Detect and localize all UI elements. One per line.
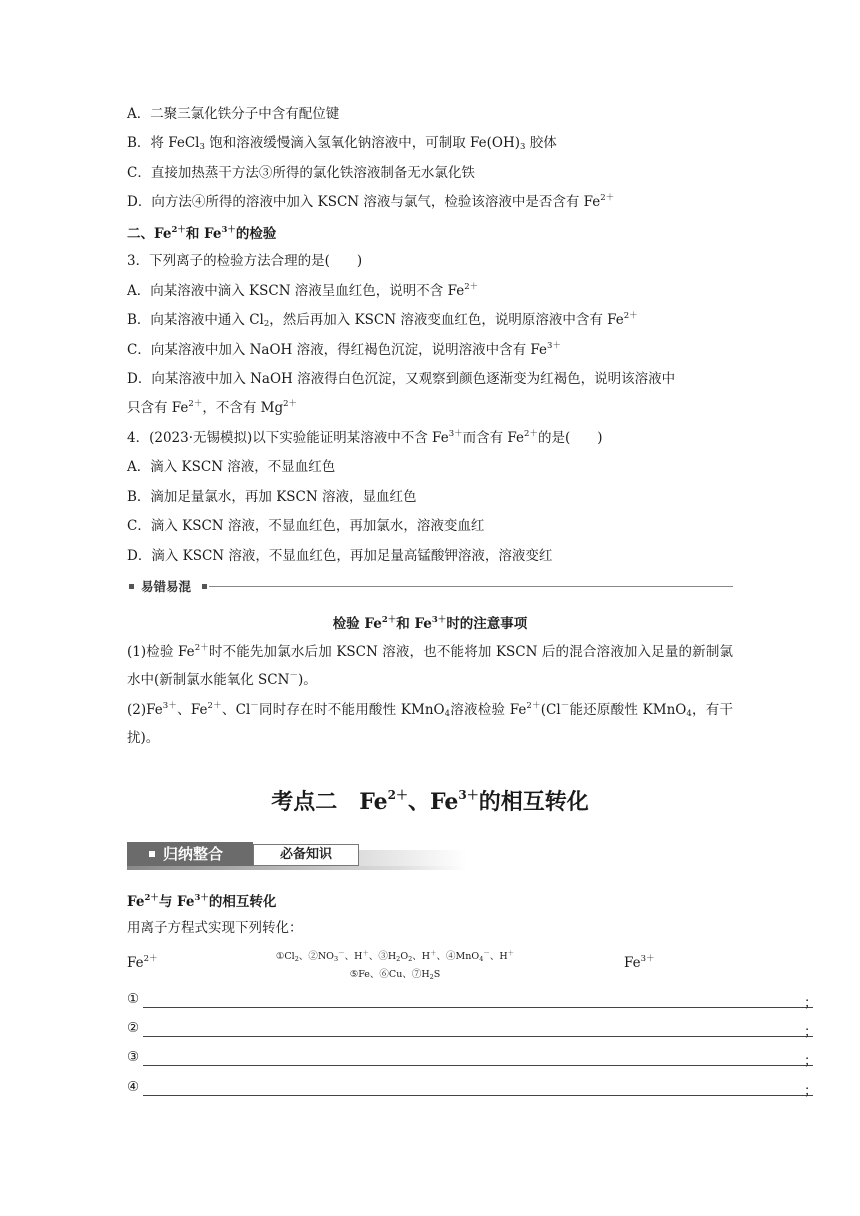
question-4-stem: 4．(2023·无锡模拟)以下实验能证明某溶液中不含 $Fe^{3+}$而含有 $Fe^{2+}$的是( ) bbox=[127, 429, 603, 446]
answer-blank-3[interactable] bbox=[127, 1049, 818, 1069]
banner-decoration bbox=[359, 850, 467, 866]
note-2: $(2)Fe^{3+}$、$Fe^{2+}$、Cl－同时存在时不能用酸性 KMnO$_4$溶液检验 $Fe^{2+}(Cl^-$能还原酸性 KMnO$_4$，有干扰)。 bbox=[127, 701, 733, 746]
notes-title: 检验 $Fe^{2+}$和 $Fe^{3+}$时的注意事项 bbox=[332, 615, 528, 632]
divider bbox=[209, 586, 733, 587]
blank-number: ③ bbox=[127, 1049, 140, 1065]
blank-end: ； bbox=[804, 1024, 818, 1040]
option-a: A．二聚三氯化铁分子中含有配位键 bbox=[127, 106, 340, 122]
answer-blank-2[interactable] bbox=[127, 1020, 818, 1040]
error-prone-label: 易错易混 bbox=[141, 579, 192, 594]
option-c: C．直接加热蒸干方法③所得的氯化铁溶液制备无水氯化铁 bbox=[127, 165, 475, 181]
banner-light-tab: 必备知识 bbox=[253, 844, 359, 866]
q3-option-d: D．向某溶液中加入 NaOH 溶液得白色沉淀，又观察到颜色逐渐变为红褐色，说明该溶液中 bbox=[127, 371, 676, 387]
bullet-square-icon bbox=[202, 584, 207, 589]
answer-blank-4[interactable] bbox=[127, 1079, 818, 1099]
option-d: D．向方法④所得的溶液中加入 KSCN 溶液与氯气，检验该溶液中是否含有 $Fe^{2+}$ bbox=[127, 193, 615, 210]
error-prone-bar bbox=[127, 579, 733, 595]
blank-number: ② bbox=[127, 1020, 140, 1036]
blank-line bbox=[143, 1036, 813, 1037]
section-heading: 二、$Fe^{2+}$和 $Fe^{3+}$的检验 bbox=[127, 225, 277, 242]
option-b: B．将 FeCl$_3$ 饱和溶液缓慢滴入氢氧化钠溶液中，可制取 $Fe(OH)_3$ 胶体 bbox=[127, 135, 557, 152]
q4-option-d: D．滴入 KSCN 溶液，不显血红色，再加足量高锰酸钾溶液，溶液变红 bbox=[127, 548, 553, 564]
blank-number: ① bbox=[127, 991, 140, 1007]
q3-option-a: A．向某溶液中滴入 KSCN 溶液呈血红色，说明不含 $Fe^{2+}$ bbox=[127, 282, 479, 299]
blank-line bbox=[143, 1007, 813, 1008]
blank-line bbox=[143, 1095, 813, 1096]
banner-underline bbox=[127, 866, 467, 870]
fe3-label: $Fe^{3+}$ bbox=[624, 954, 655, 971]
blank-number: ④ bbox=[127, 1079, 140, 1095]
q4-option-a: A．滴入 KSCN 溶液，不显血红色 bbox=[127, 459, 336, 475]
reagents-top: $①Cl_2$、$②NO_3^-$、H＋、$③H_2O_2$、H＋、④MnO$_4$－、H＋ bbox=[275, 949, 515, 963]
note-1: (1)检验 $Fe^{2+}$时不能先加氯水后加 KSCN 溶液，也不能将加 KSCN 后的混合溶液加入足量的新制氯水中(新制氯水能氧化 SCN－)。 bbox=[127, 643, 733, 688]
q3-option-d-cont: 只含有 $Fe^{2+}$，不含有 $Mg^{2+}$ bbox=[127, 399, 298, 416]
conversion-heading: $Fe^{2+}$与 $Fe^{3+}$的相互转化 bbox=[127, 893, 277, 910]
bullet-square-icon bbox=[149, 851, 155, 857]
blank-end: ； bbox=[804, 1053, 818, 1069]
bullet-square-icon bbox=[129, 584, 134, 589]
question-3-stem: 3．下列离子的检验方法合理的是( ) bbox=[127, 253, 363, 269]
q3-option-c: C．向某溶液中加入 NaOH 溶液，得红褐色沉淀，说明溶液中含有 $Fe^{3+}$ bbox=[127, 341, 561, 358]
blank-end: ； bbox=[804, 1083, 818, 1099]
conversion-instruction: 用离子方程式实现下列转化： bbox=[127, 920, 303, 936]
section-title: 考点二 $Fe^{2+}$、$Fe^{3+}$的相互转化 bbox=[271, 788, 589, 815]
banner-dark-tab: 归纳整合 bbox=[127, 842, 253, 866]
q3-option-b: B．向某溶液中通入 $Cl_2$，然后再加入 KSCN 溶液变血红色，说明原溶液中含有 $Fe^{2+}$ bbox=[127, 311, 638, 329]
answer-blank-1[interactable] bbox=[127, 991, 818, 1011]
fe2-label: $Fe^{2+}$ bbox=[127, 954, 158, 971]
blank-line bbox=[143, 1065, 813, 1066]
reagents-bottom: ⑤Fe、⑥Cu、$⑦H_2S$ bbox=[349, 969, 441, 981]
q4-option-c: C．滴入 KSCN 溶液，不显血红色，再加氯水，溶液变血红 bbox=[127, 518, 485, 534]
blank-end: ； bbox=[804, 995, 818, 1011]
q4-option-b: B．滴加足量氯水，再加 KSCN 溶液，显血红色 bbox=[127, 489, 417, 505]
summary-banner bbox=[127, 842, 467, 870]
